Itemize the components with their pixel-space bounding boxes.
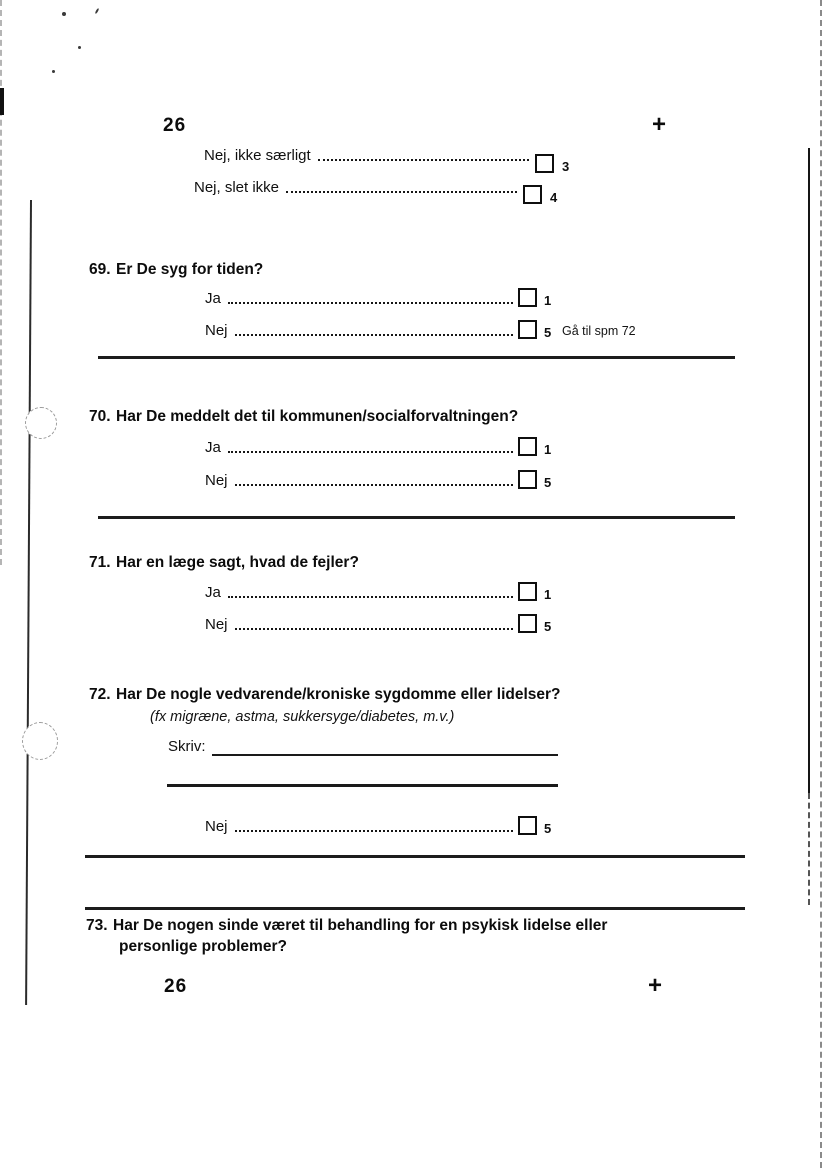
punch-hole-bottom (22, 722, 58, 760)
dotted-leader (235, 484, 513, 486)
answer-label: Nej, ikke særligt (204, 147, 311, 164)
answer-row (205, 817, 515, 836)
write-in-line-2[interactable] (167, 784, 558, 787)
answer-label: Nej (205, 472, 228, 489)
question-73 (86, 917, 607, 935)
answer-row (205, 289, 515, 308)
dotted-leader (228, 451, 513, 453)
answer-row (205, 438, 515, 457)
answer-row (205, 615, 515, 634)
section-divider (85, 855, 745, 858)
write-in-line-1[interactable] (212, 754, 558, 756)
checkbox-q71-nej[interactable] (518, 614, 537, 633)
scan-speck (62, 12, 66, 16)
checkbox-q70-ja[interactable] (518, 437, 537, 456)
answer-row (205, 321, 515, 340)
dotted-leader (318, 159, 529, 161)
question-text: Har De nogle vedvarende/kroniske sygdomme eller lidelser? (116, 686, 561, 703)
right-edge-scan-strip (820, 0, 824, 1168)
dotted-leader (235, 628, 513, 630)
checkbox-code: 1 (544, 293, 552, 308)
checkbox-code: 3 (562, 159, 570, 174)
question-text: Har en læge sagt, hvad de fejler? (116, 554, 359, 571)
scan-speck (52, 70, 55, 73)
dotted-leader (286, 191, 517, 193)
question-70 (89, 408, 518, 426)
answer-row (205, 471, 515, 490)
left-edge-mark (0, 88, 4, 115)
write-in-label: Skriv: (168, 738, 206, 755)
checkbox-code: 5 (544, 475, 552, 490)
question-number: 73. (86, 917, 108, 934)
question-text-line1: Har De nogen sinde været til behandling for en psykisk lidelse eller (113, 917, 608, 934)
checkbox-nej-slet-ikke[interactable] (523, 185, 542, 204)
section-divider (98, 356, 735, 359)
question-69 (89, 261, 263, 279)
answer-label: Nej, slet ikke (194, 179, 280, 196)
answer-row (205, 583, 515, 602)
question-71 (89, 554, 359, 572)
answer-label: Nej (205, 322, 228, 339)
checkbox-nej-ikke-saerligt[interactable] (535, 154, 554, 173)
question-73-line2 (119, 938, 287, 956)
question-number: 69. (89, 261, 111, 278)
checkbox-q71-ja[interactable] (518, 582, 537, 601)
answer-label: Ja (205, 290, 221, 307)
checkbox-q69-nej[interactable] (518, 320, 537, 339)
question-text: Har De meddelt det til kommunen/socialforvaltningen? (116, 408, 519, 425)
section-divider (85, 907, 745, 910)
section-divider (98, 516, 735, 519)
checkbox-code: 5 (544, 619, 552, 634)
alignment-plus-top: + (652, 111, 667, 138)
right-margin-line-faded (808, 793, 812, 905)
dotted-leader (235, 334, 513, 336)
scan-speck (95, 8, 100, 14)
scan-speck (78, 46, 81, 49)
checkbox-code: 1 (544, 587, 552, 602)
left-margin-line (25, 200, 32, 1005)
answer-row (194, 178, 519, 197)
left-edge-scan-strip (0, 0, 3, 565)
dotted-leader (228, 596, 513, 598)
page-number-top: 26 (163, 115, 187, 136)
dotted-leader (228, 302, 513, 304)
answer-label: Ja (205, 439, 221, 456)
question-number: 72. (89, 686, 111, 703)
checkbox-q69-ja[interactable] (518, 288, 537, 307)
checkbox-code: 1 (544, 442, 552, 457)
checkbox-q72-nej[interactable] (518, 816, 537, 835)
skip-instruction: Gå til spm 72 (562, 324, 636, 338)
alignment-plus-bottom: + (648, 972, 663, 999)
question-text: Er De syg for tiden? (116, 261, 264, 278)
checkbox-q70-nej[interactable] (518, 470, 537, 489)
question-text-line2: personlige problemer? (119, 938, 287, 955)
answer-label: Nej (205, 616, 228, 633)
answer-label: Nej (205, 818, 228, 835)
checkbox-code: 5 (544, 821, 552, 836)
checkbox-code: 4 (550, 190, 558, 205)
page-number-bottom: 26 (164, 976, 188, 997)
question-hint: (fx migræne, astma, sukkersyge/diabetes, m.v.) (150, 709, 455, 725)
question-number: 71. (89, 554, 111, 571)
checkbox-code: 5 (544, 325, 552, 340)
answer-label: Ja (205, 584, 221, 601)
question-number: 70. (89, 408, 111, 425)
punch-hole-top (25, 407, 57, 439)
dotted-leader (235, 830, 513, 832)
answer-row (204, 146, 531, 165)
right-margin-line (808, 148, 810, 793)
question-72 (89, 686, 561, 704)
